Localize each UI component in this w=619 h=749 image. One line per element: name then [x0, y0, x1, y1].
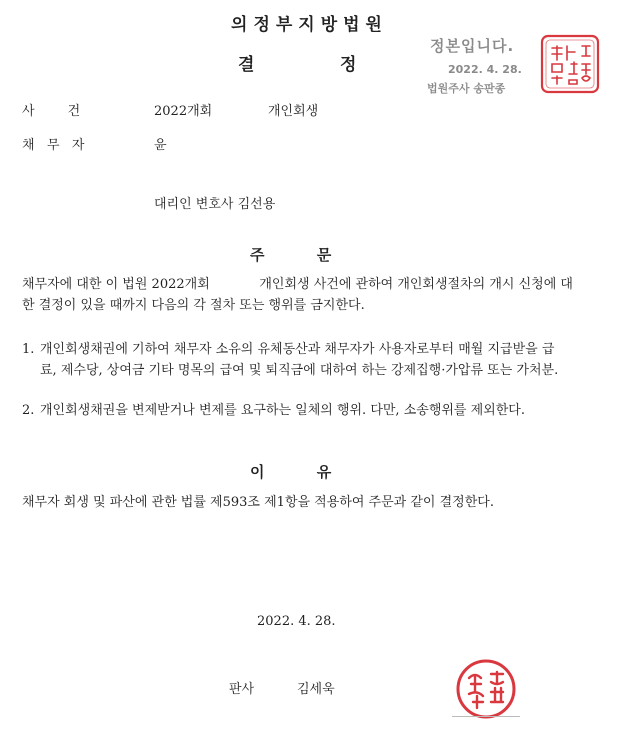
debtor-name: 윤: [154, 138, 167, 153]
decision-date: 2022. 4. 28.: [257, 614, 336, 629]
judge-seal-icon: [455, 658, 517, 720]
certifying-clerk: 법원주사 송판종: [427, 82, 506, 95]
order-item-text: 개인회생채권에 기하여 채무자 소유의 유체동산과 채무자가 사용자로부터 매월 지급받을 급료, 제수당, 상여금 기타 명목의 급여 및 퇴직금에 대하여 하는 강제집행·가압류 또는 가처분.: [40, 342, 559, 378]
order-item-text: 개인회생채권을 변제받거나 변제를 요구하는 일체의 행위. 다만, 소송행위를 제외한다.: [40, 403, 525, 418]
order-item-1: [22, 339, 567, 381]
case-number: 2022개회: [154, 104, 213, 119]
certified-copy-label: 정본입니다.: [430, 37, 515, 55]
debtor-label: 채 무 자: [22, 138, 85, 153]
order-heading: 주 문: [250, 246, 332, 264]
representative: 대리인 변호사 김선용: [154, 197, 276, 212]
order-intro: 채무자에 대한 이 법원 2022개회 개인회생 사건에 관하여 개인회생절차의 개시 신청에 대한 결정이 있을 때까지 다음의 각 절차 또는 행위를 금지한다.: [22, 277, 573, 313]
doc-title-right: 정: [340, 55, 357, 75]
order-item-number: 1.: [22, 342, 35, 357]
order-item-number: 2.: [22, 403, 35, 418]
court-name: 의정부지방법원: [231, 15, 388, 35]
certified-date: 2022. 4. 28.: [448, 63, 522, 76]
court-seal-icon: [540, 34, 600, 94]
reason-text: 채무자 회생 및 파산에 관한 법률 제593조 제1항을 적용하여 주문과 같이 결정한다.: [22, 495, 494, 510]
judge-name: 김세욱: [297, 682, 335, 697]
judge-title: 판사: [229, 682, 255, 697]
case-label: 사 건: [22, 104, 81, 119]
order-item-2: [22, 400, 567, 421]
reason-heading: 이 유: [250, 463, 332, 481]
doc-title-left: 결: [238, 55, 255, 75]
seal-underline: [452, 716, 520, 717]
case-name: 개인회생: [268, 104, 319, 119]
